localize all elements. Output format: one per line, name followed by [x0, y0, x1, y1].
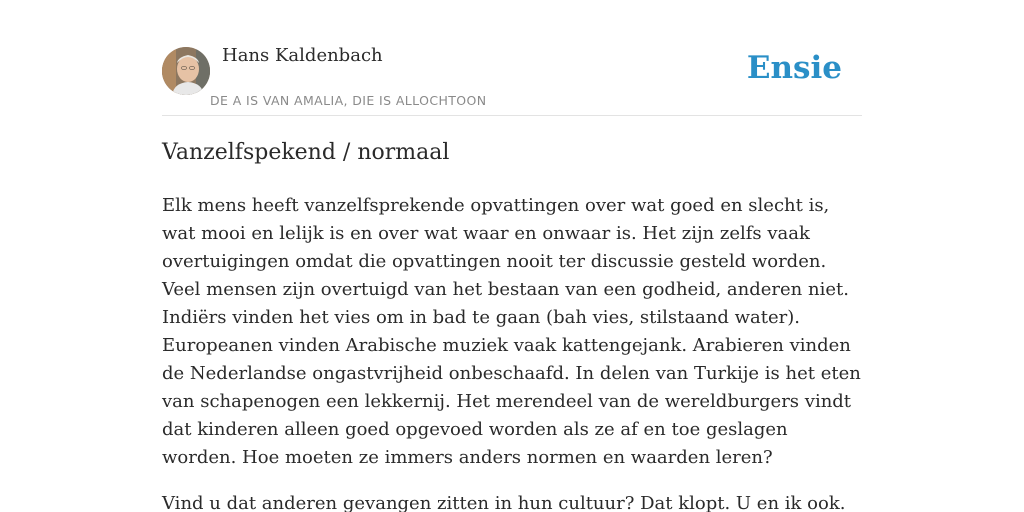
- blog-subtitle[interactable]: DE A IS VAN AMALIA, DIE IS ALLOCHTOON: [210, 93, 487, 108]
- post-header: [162, 0, 862, 116]
- body-paragraph: Elk mens heeft vanzelfsprekende opvattingen over wat goed en slecht is, wat mooi en lelijk is en over wat waar en onwaar is. Het zijn zelfs vaak overtuigingen omdat die opvattingen nooit ter discussie gesteld worden. Veel mensen zijn overtuigd van het bestaan van een godheid, anderen niet. Indiërs vinden het vies om in bad te gaan (bah vies, stilstaand water). Europeanen vinden Arabische muziek vaak kattengejank. Arabieren vinden de Nederlandse ongastvrijheid onbeschaafd. In delen van Turkije is het eten van schapenogen een lekkernij. Het merendeel van de wereldburgers vindt dat kinderen alleen goed opgevoed worden als ze af en toe geslagen worden. Hoe moeten ze immers anders normen en waarden leren?: [162, 195, 861, 468]
- author-name[interactable]: Hans Kaldenbach: [222, 45, 383, 66]
- post-body: [162, 192, 862, 512]
- brand-logo[interactable]: Ensie: [746, 50, 842, 86]
- content-container: [162, 0, 862, 512]
- post-title: Vanzelfspekend / normaal: [162, 140, 450, 165]
- body-paragraph: Vind u dat anderen gevangen zitten in hun cultuur? Dat klopt. U en ik ook.: [162, 493, 846, 512]
- author-avatar[interactable]: [162, 47, 210, 95]
- avatar-portrait-icon: [162, 47, 210, 95]
